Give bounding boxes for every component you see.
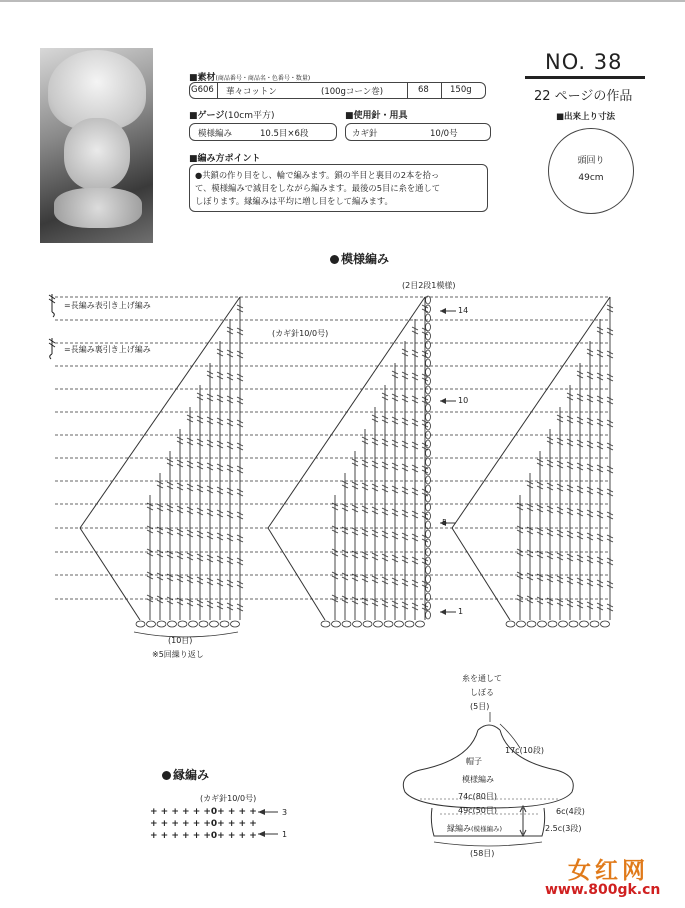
edge-chart-title-text: 縁編み [173, 768, 210, 782]
chart-chain-marker [426, 314, 431, 322]
chart-chain-stitch [395, 621, 404, 627]
chart-chain-stitch [506, 621, 515, 627]
materials-code: G606 [191, 85, 214, 95]
tools-title: ■使用針・用具 [345, 111, 408, 121]
chart-chain-stitch [231, 621, 240, 627]
chart-chain-marker [426, 575, 431, 583]
chart-chain-stitch [342, 621, 351, 627]
repeat-label: (2目2段1模様) [402, 281, 456, 290]
chart-chain-stitch [147, 621, 156, 627]
row-label-10: 10 [458, 396, 469, 405]
chart-chain-marker [426, 539, 431, 547]
howto-line: ●共鎖の作り目をし、輪で編みます。鎖の半目と裏目の2本を拾っ [195, 170, 440, 180]
chart-chain-stitch [569, 621, 578, 627]
edge-row: + + + + + +0+ + + + [150, 819, 257, 829]
chart-chain-stitch [405, 621, 414, 627]
hat-top-note: しぼる [470, 688, 494, 697]
arrow-row-10-icon [440, 398, 446, 404]
watermark-url: www.800gk.cn [545, 882, 661, 898]
chart-chain-stitch [210, 621, 219, 627]
chart-edge-line [268, 297, 425, 528]
chart-chain-marker [426, 611, 431, 619]
hat-band-height: 6c(4段) [556, 807, 585, 816]
hat-edge-note: (模様編み) [471, 825, 503, 833]
materials-color: 68 [418, 85, 429, 95]
chart-chain-stitch [178, 621, 187, 627]
chart-chain-stitch [601, 621, 610, 627]
arrow-row-14-icon [440, 308, 446, 314]
chart-edge-line [80, 528, 140, 620]
hat-band-width: 49c(50目) [458, 806, 497, 815]
chart-chain-stitch [199, 621, 208, 627]
hat-top-count: (5目) [470, 702, 490, 711]
size-label: 頭回り [577, 156, 605, 166]
edge-row-label-1: 1 [282, 830, 288, 839]
pattern-chart-title-text: 模様編み [341, 252, 390, 266]
chart-chain-stitch [363, 621, 372, 627]
howto-line: て、模様編みで減目をしながら編みます。最後の5目に糸を通して [195, 183, 441, 193]
hat-top-outline [478, 725, 500, 730]
chart-chain-marker [426, 413, 431, 421]
gauge-title-note: (10cm平方) [224, 111, 275, 121]
chart-chain-marker [426, 449, 431, 457]
row-label-14: 14 [458, 306, 469, 315]
chart-chain-marker [426, 566, 431, 574]
legend-back-post: =長編み裏引き上げ編み [64, 345, 151, 354]
chart-chain-stitch [548, 621, 557, 627]
chart-chain-stitch [321, 621, 330, 627]
chart-chain-stitch [168, 621, 177, 627]
edge-row: + + + + + +0+ + + + [150, 831, 257, 841]
edge-stitch-rows [150, 806, 257, 842]
chart-chain-marker [426, 530, 431, 538]
chart-chain-marker [426, 332, 431, 340]
chart-chain-stitch [374, 621, 383, 627]
chart-chain-stitch [527, 621, 536, 627]
hat-bottom-count: (58目) [470, 849, 495, 858]
chart-chain-stitch [384, 621, 393, 627]
chart-chain-stitch [517, 621, 526, 627]
edge-chart-title [162, 766, 209, 783]
hook-label: (カギ針10/0号) [272, 329, 329, 338]
edge-hook-label: (カギ針10/0号) [200, 794, 257, 803]
chart-chain-stitch [189, 621, 198, 627]
chart-chain-marker [426, 404, 431, 412]
chart-chain-stitch [332, 621, 341, 627]
materials-amount: 150g [450, 85, 472, 95]
chart-chain-stitch [136, 621, 145, 627]
chart-chain-stitch [538, 621, 547, 627]
tools-size: 10/0号 [430, 129, 458, 139]
chart-chain-stitch [353, 621, 362, 627]
size-value: 49cm [578, 173, 604, 183]
hat-edge-name: 縁編み [447, 824, 471, 833]
chart-chain-marker [426, 458, 431, 466]
hat-part-pattern: 模様編み [462, 775, 494, 784]
chart-chain-stitch [590, 621, 599, 627]
chart-chain-stitch [580, 621, 589, 627]
howto-title: ■編み方ポイント [189, 154, 261, 164]
edge-row: + + + + + +0+ + + + [150, 807, 257, 817]
stitch-count-label: (10目) [168, 636, 193, 645]
chart-chain-marker [426, 440, 431, 448]
bullet-icon [162, 771, 171, 780]
gauge-pattern: 模様編み [198, 129, 233, 139]
tools-needle: カギ針 [352, 129, 378, 139]
chart-edge-line [268, 528, 325, 620]
chart-chain-marker [426, 341, 431, 349]
chart-chain-stitch [220, 621, 229, 627]
gauge-value: 10.5目×6段 [260, 129, 309, 139]
materials-name: 華々コットン [226, 87, 277, 97]
legend-front-post: =長編み表引き上げ編み [64, 301, 151, 310]
watermark-logo: 女红网 [568, 857, 649, 884]
chart-chain-marker [426, 467, 431, 475]
chart-chain-marker [426, 593, 431, 601]
hat-edge-height: 2.5c(3段) [545, 824, 582, 833]
finished-size-title: ■出来上り寸法 [556, 112, 616, 122]
chart-chain-marker [426, 386, 431, 394]
chart-chain-marker [426, 368, 431, 376]
chart-chain-marker [426, 494, 431, 502]
edge-row-label-3: 3 [282, 808, 288, 817]
chart-edge-line [452, 297, 610, 528]
row-label-1: 1 [458, 607, 464, 616]
row-label-5: 5 [442, 518, 448, 527]
arrow-edge-row-1-icon [258, 831, 265, 837]
hat-body-width: 74c(80目) [458, 792, 497, 801]
gauge-title-text: ■ゲージ [189, 111, 225, 121]
chart-chain-marker [426, 476, 431, 484]
bottom-count-bracket [434, 842, 542, 846]
pattern-number: NO. 38 [545, 50, 623, 74]
materials-title-note: (商品番号・商品名・色番号・数量) [215, 75, 311, 82]
materials-spec: (100gコーン巻) [321, 87, 384, 97]
chart-chain-stitch [416, 621, 425, 627]
hat-top-note: 糸を通して [462, 674, 502, 683]
hat-edge-label [447, 823, 502, 834]
arrow-row-1-icon [440, 609, 446, 615]
repeat-note: ※5回繰り返し [152, 650, 204, 659]
chart-chain-marker [426, 323, 431, 331]
chart-chain-stitch [157, 621, 166, 627]
howto-line: しぼります。縁編みは平均に増し目をして編みます。 [195, 196, 393, 206]
arrow-edge-row-3-icon [258, 809, 265, 815]
chart-chain-stitch [559, 621, 568, 627]
hat-part-name: 帽子 [466, 757, 482, 766]
hat-crown-height: 17c(10段) [505, 746, 544, 755]
materials-title-text: ■素材 [189, 73, 216, 83]
page-reference: 22 ページの作品 [534, 89, 633, 104]
